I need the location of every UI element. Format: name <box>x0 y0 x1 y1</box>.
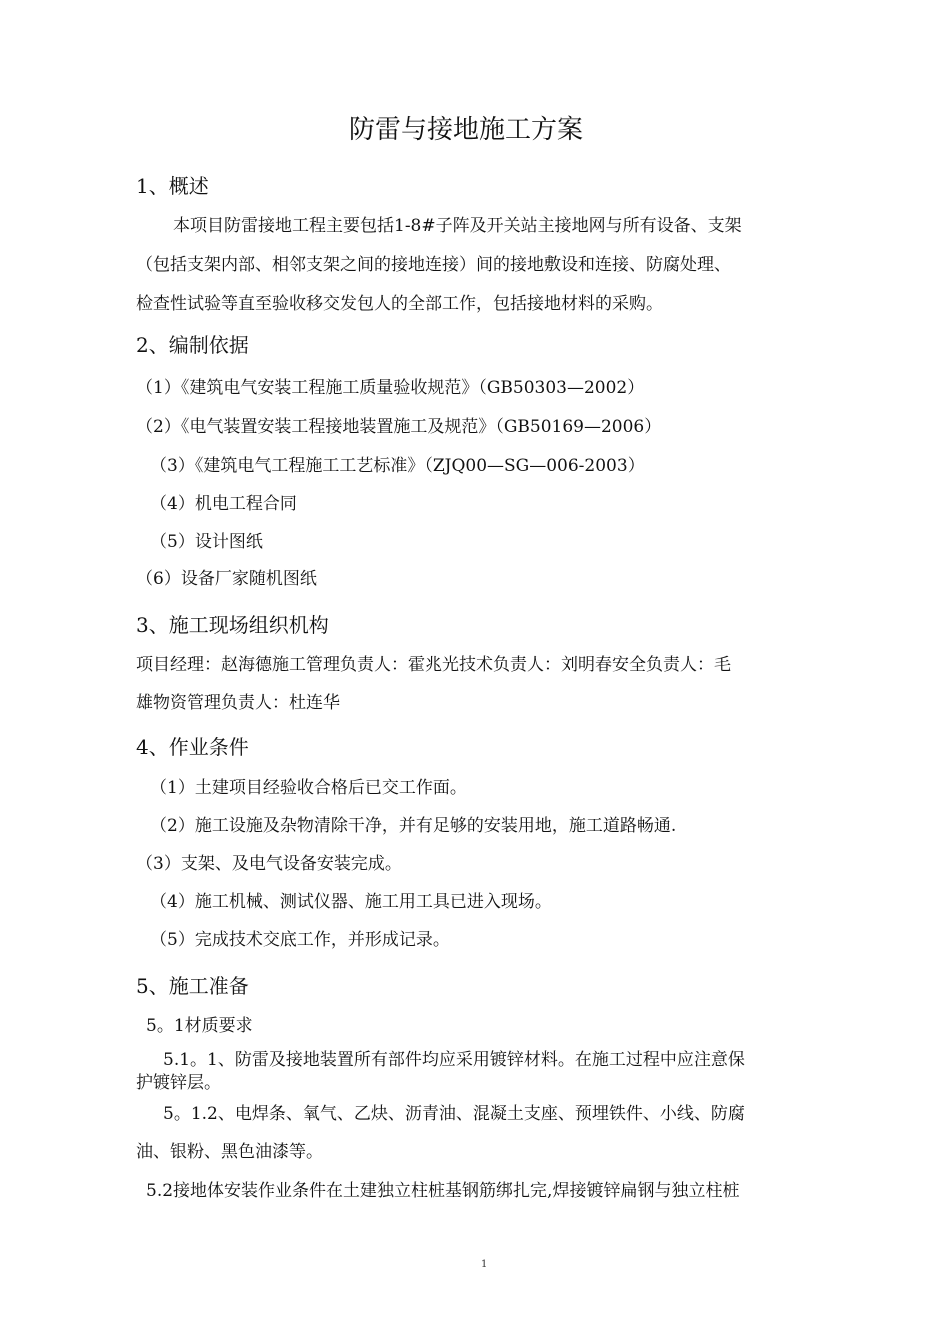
section-heading-overview: 1、概述 <box>136 174 209 198</box>
preparation-line-5: 油、银粉、黑色油漆等。 <box>136 1142 323 1162</box>
conditions-item-4: （4）施工机械、测试仪器、施工用工具已进入现场。 <box>150 892 552 912</box>
preparation-line-3: 护镀锌层。 <box>136 1073 221 1093</box>
section-heading-basis: 2、编制依据 <box>136 333 249 357</box>
basis-item-3: （3）《建筑电气工程施工工艺标准》（ZJQ00—SG—006-2003） <box>150 456 645 476</box>
overview-line-3: 检查性试验等直至验收移交发包人的全部工作，包括接地材料的采购。 <box>136 294 663 314</box>
section-heading-preparation: 5、施工准备 <box>136 974 249 998</box>
basis-item-1: （1）《建筑电气安装工程施工质量验收规范》（GB50303—2002） <box>136 378 645 398</box>
preparation-line-1: 5。1材质要求 <box>146 1016 253 1036</box>
overview-line-1: 本项目防雷接地工程主要包括1-8#子阵及开关站主接地网与所有设备、支架 <box>173 216 742 236</box>
section-heading-organization: 3、施工现场组织机构 <box>136 613 329 637</box>
basis-item-2: （2）《电气装置安装工程接地装置施工及规范》（GB50169—2006） <box>136 417 662 437</box>
overview-line-2: （包括支架内部、相邻支架之间的接地连接）间的接地敷设和连接、防腐处理、 <box>136 255 731 275</box>
preparation-line-2: 5.1。1、防雷及接地装置所有部件均应采用镀锌材料。在施工过程中应注意保 <box>163 1050 745 1070</box>
conditions-item-5: （5）完成技术交底工作，并形成记录。 <box>150 930 450 950</box>
organization-line-2: 雄物资管理负责人：杜连华 <box>136 693 340 713</box>
conditions-item-3: （3）支架、及电气设备安装完成。 <box>136 854 402 874</box>
basis-item-4: （4）机电工程合同 <box>150 494 297 514</box>
preparation-line-6: 5.2接地体安装作业条件在土建独立柱桩基钢筋绑扎完,焊接镀锌扁钢与独立柱桩 <box>146 1181 740 1201</box>
section-heading-conditions: 4、作业条件 <box>136 735 249 759</box>
basis-item-5: （5）设计图纸 <box>150 532 263 552</box>
page-number: 1 <box>481 1259 488 1270</box>
document-title: 防雷与接地施工方案 <box>349 115 584 145</box>
basis-item-6: （6）设备厂家随机图纸 <box>136 569 317 589</box>
organization-line-1: 项目经理：赵海德施工管理负责人：霍兆光技术负责人：刘明春安全负责人：毛 <box>136 655 731 675</box>
conditions-item-2: （2）施工设施及杂物清除干净，并有足够的安装用地，施工道路畅通. <box>150 816 677 836</box>
conditions-item-1: （1）土建项目经验收合格后已交工作面。 <box>150 778 467 798</box>
preparation-line-4: 5。1.2、电焊条、氧气、乙炔、沥青油、混凝土支座、预埋铁件、小线、防腐 <box>163 1104 745 1124</box>
